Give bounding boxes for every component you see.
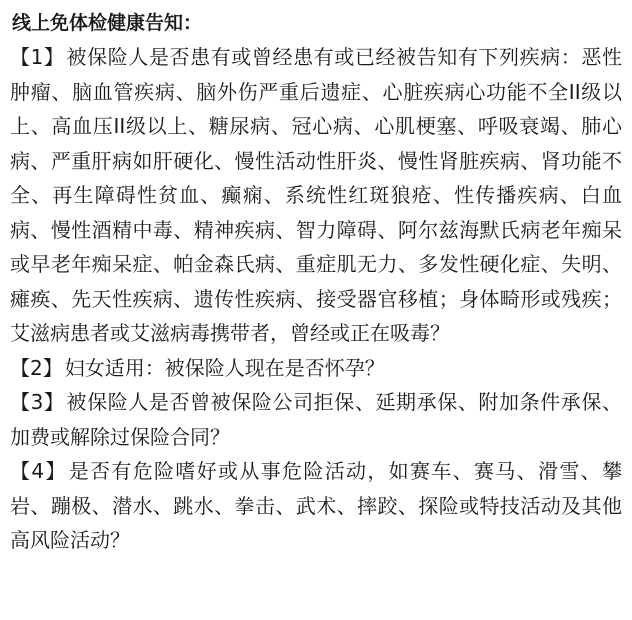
item-number: 【2】	[10, 355, 63, 380]
notice-item-4	[10, 454, 622, 558]
item-text: 被保险人是否患有或曾经患有或已经被告知有下列疾病：恶性肿瘤、脑血管疾病、脑外伤严重后遗症、心脏疾病心功能不全II级以上、高血压II级以上、糖尿病、冠心病、心肌梗塞、呼吸衰竭、肺心病、严重肝病如肝硬化、慢性活动性肝炎、慢性肾脏疾病、肾功能不全、再生障碍性贫血、癫痫、系统性红斑狼疮、性传播疾病、白血病、慢性酒精中毒、精神疾病、智力障碍、阿尔兹海默氏病老年痴呆或早老年痴呆症、帕金森氏病、重症肌无力、多发性硬化症、失明、瘫痪、先天性疾病、遗传性疾病、接受器官移植；身体畸形或残疾；艾滋病患者或艾滋病毒携带者，曾经或正在吸毒？	[10, 45, 622, 345]
item-text: 妇女适用：被保险人现在是否怀孕？	[64, 355, 385, 380]
notice-title: 线上免体检健康告知：	[12, 12, 203, 34]
item-number: 【4】	[10, 459, 67, 483]
notice-item-2	[10, 351, 622, 386]
item-text: 被保险人是否曾被保险公司拒保、延期承保、附加条件承保、加费或解除过保险合同？	[10, 390, 622, 449]
item-text: 是否有危险嗜好或从事危险活动，如赛车、赛马、滑雪、攀岩、蹦极、潜水、跳水、拳击、武术、摔跤、探险或特技活动及其他高风险活动？	[10, 459, 622, 552]
item-number: 【3】	[10, 390, 65, 414]
notice-item-3	[10, 385, 622, 454]
item-number: 【1】	[10, 45, 65, 69]
notice-item-1	[10, 40, 622, 351]
